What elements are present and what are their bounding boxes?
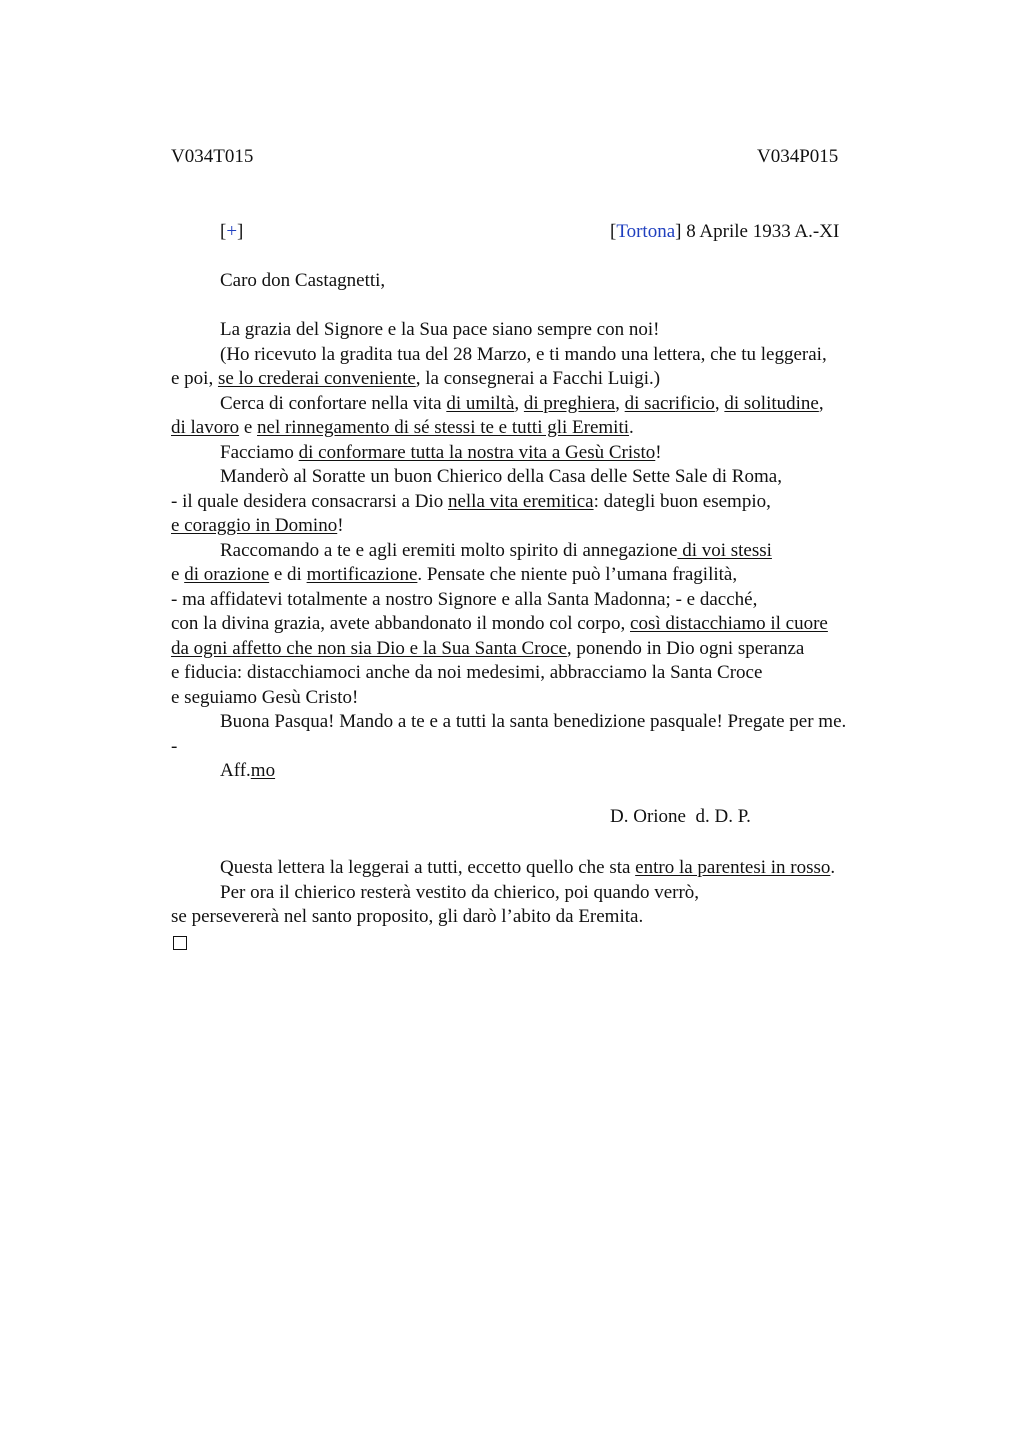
cross-mark	[220, 221, 243, 243]
text-run: Facciamo	[220, 441, 299, 463]
underlined-phrase: di umiltà	[446, 392, 515, 414]
text-run: e di	[269, 564, 307, 585]
text-run: . Pensate che niente può l’umana fragilità,	[417, 564, 738, 585]
text-run: .	[830, 857, 836, 878]
body-line: La grazia del Signore e la Sua pace siano sempre con noi!	[220, 319, 660, 340]
body-line	[171, 441, 931, 466]
text-run: Questa lettera la leggerai a tutti, eccetto quello che sta	[220, 857, 636, 878]
underlined-phrase: entro la parentesi in rosso	[635, 857, 831, 878]
text-run: ,	[514, 392, 524, 414]
text-run: .	[629, 417, 634, 438]
text-run: - il quale desidera consacrarsi a Dio	[171, 490, 448, 512]
body-line	[171, 514, 931, 539]
underlined-phrase: nella vita eremitica	[447, 490, 594, 512]
body-line: -	[171, 735, 178, 757]
body-line	[171, 637, 931, 662]
underlined-phrase: di voi stessi	[677, 539, 772, 561]
bracket-close: ]	[675, 221, 682, 242]
body-line: Buona Pasqua! Mando a te e a tutti la santa benedizione pasquale! Pregate per me.	[220, 711, 847, 732]
text-run: e	[239, 417, 258, 438]
text-run: e poi,	[171, 368, 218, 389]
text-run: : dategli buon esempio,	[593, 490, 771, 512]
body-line: (Ho ricevuto la gradita tua del 28 Marzo, e ti mando una lettera, che tu leggerai,	[220, 343, 827, 365]
underlined-phrase: e coraggio in Domino	[171, 515, 338, 536]
body-line: e seguiamo Gesù Cristo!	[171, 686, 359, 708]
underlined-phrase: mortificazione	[306, 564, 418, 585]
text-run: , ponendo in Dio ogni speranza	[566, 637, 805, 659]
text-run: con la divina grazia, avete abbandonato il mondo col corpo,	[171, 613, 631, 634]
text-run: !	[337, 515, 344, 536]
postscript-line: Per ora il chierico resterà vestito da chierico, poi quando verrò,	[220, 881, 700, 903]
bracket-open: [	[220, 221, 227, 242]
end-square-icon	[173, 936, 187, 950]
body-line	[171, 490, 931, 515]
letter-date: 8 Aprile 1933 A.-XI	[681, 221, 840, 242]
letter-body	[171, 318, 931, 784]
underlined-phrase: se lo crederai conveniente	[217, 368, 416, 389]
underlined-phrase: di lavoro	[171, 417, 240, 438]
text-run: !	[655, 441, 662, 463]
text-run: Cerca di confortare nella vita	[220, 392, 447, 414]
body-line	[171, 392, 931, 417]
body-line: - ma affidatevi totalmente a nostro Signore e alla Santa Madonna; - e dacché,	[171, 588, 758, 610]
underlined-phrase: nel rinnegamento di sé stessi te e tutti gli Eremiti	[257, 417, 630, 438]
document-code-right: V034P015	[757, 146, 839, 167]
cross-link[interactable]: +	[226, 221, 238, 242]
text-run: ,	[714, 392, 725, 414]
underlined-phrase: di preghiera	[523, 392, 616, 414]
postscript-line: se persevererà nel santo proposito, gli darò l’abito da Eremita.	[171, 906, 644, 927]
body-line	[171, 367, 931, 392]
body-line	[171, 563, 931, 588]
bracket-open: [	[610, 221, 617, 242]
text-run: ,	[818, 392, 824, 414]
salutation: Caro don Castagnetti,	[220, 270, 386, 291]
body-line: e fiducia: distacchiamoci anche da noi medesimi, abbracciamo la Santa Croce	[171, 662, 763, 683]
text-run: e	[171, 564, 185, 585]
body-line	[171, 612, 931, 637]
body-line	[171, 416, 931, 441]
body-line: Manderò al Soratte un buon Chierico della Casa delle Sette Sale di Roma,	[220, 466, 782, 487]
signature: D. Orione d. D. P.	[610, 806, 751, 827]
document-code-left: V034T015	[171, 146, 254, 167]
underlined-phrase: di sacrificio	[624, 392, 715, 414]
underlined-phrase: da ogni affetto che non sia Dio e la Sua Santa Croce	[171, 637, 567, 659]
underlined-phrase: di solitudine	[724, 392, 819, 414]
postscript-line	[171, 856, 931, 881]
underlined-phrase: di orazione	[184, 564, 270, 585]
postscript	[171, 856, 931, 950]
underlined-phrase: così distacchiamo il cuore	[630, 613, 828, 634]
underlined-phrase: di conformare tutta la nostra vita a Gesù Cristo	[298, 441, 656, 463]
bracket-close: ]	[237, 221, 244, 242]
dateline	[610, 221, 839, 243]
text-run: , la consegnerai a Facchi Luigi.)	[415, 368, 661, 389]
text-run: ,	[615, 392, 625, 414]
place-link[interactable]: Tortona	[616, 221, 676, 242]
text-run: Raccomando a te e agli eremiti molto spirito di annegazione	[220, 539, 678, 561]
underlined-phrase: mo	[250, 760, 276, 781]
body-line	[171, 539, 931, 564]
closing	[171, 759, 931, 784]
text-run: Aff.	[220, 760, 251, 781]
